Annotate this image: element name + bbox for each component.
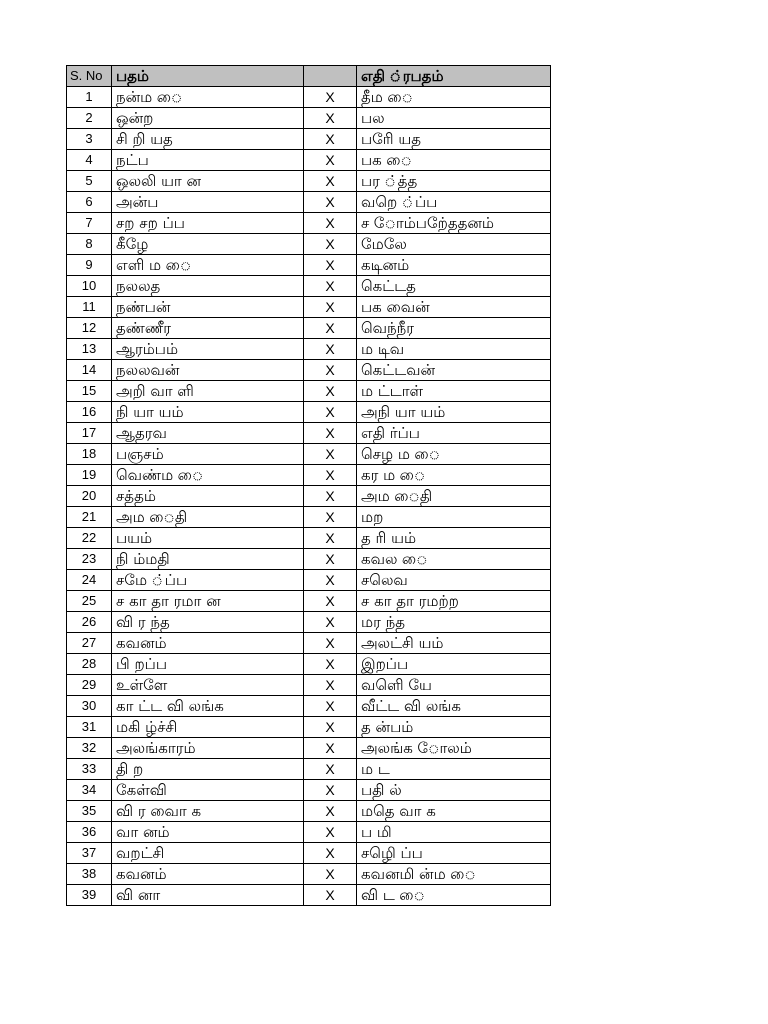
row-word: கவனம் <box>112 633 304 654</box>
row-word: அறி வா ளி <box>112 381 304 402</box>
row-x-mark: X <box>304 591 357 612</box>
row-x-mark: X <box>304 192 357 213</box>
row-word: வி ர ந்த <box>112 612 304 633</box>
row-opposite: செழ ம ை <box>357 444 551 465</box>
row-opposite: மற <box>357 507 551 528</box>
row-sno: 24 <box>67 570 112 591</box>
row-sno: 11 <box>67 297 112 318</box>
table-row <box>67 528 551 549</box>
row-opposite: அநி யா யம் <box>357 402 551 423</box>
row-sno: 25 <box>67 591 112 612</box>
row-x-mark: X <box>304 171 357 192</box>
row-word: நலலத <box>112 276 304 297</box>
table-row <box>67 381 551 402</box>
row-sno: 15 <box>67 381 112 402</box>
row-x-mark: X <box>304 612 357 633</box>
row-x-mark: X <box>304 276 357 297</box>
row-word: சமே ்ப்ப <box>112 570 304 591</box>
table-row <box>67 318 551 339</box>
table-row <box>67 486 551 507</box>
row-opposite: பக ை <box>357 150 551 171</box>
row-x-mark: X <box>304 549 357 570</box>
table-row <box>67 297 551 318</box>
table-row <box>67 843 551 864</box>
row-opposite: த ரி யம் <box>357 528 551 549</box>
row-opposite: கெட்டத <box>357 276 551 297</box>
row-sno: 18 <box>67 444 112 465</box>
row-x-mark: X <box>304 759 357 780</box>
table-row <box>67 360 551 381</box>
table-row <box>67 234 551 255</box>
table-row <box>67 780 551 801</box>
table-row <box>67 129 551 150</box>
antonym-sheet <box>66 65 551 906</box>
row-opposite: பல <box>357 108 551 129</box>
row-sno: 19 <box>67 465 112 486</box>
row-sno: 33 <box>67 759 112 780</box>
header-sno: S. No <box>67 66 112 87</box>
row-opposite: சலெவ <box>357 570 551 591</box>
row-opposite: ச கா தா ரமற்ற <box>357 591 551 612</box>
row-opposite: இறப்ப <box>357 654 551 675</box>
row-opposite: வி ட ை <box>357 885 551 906</box>
row-sno: 26 <box>67 612 112 633</box>
row-x-mark: X <box>304 738 357 759</box>
table-row <box>67 717 551 738</box>
row-x-mark: X <box>304 864 357 885</box>
row-word: தி ற <box>112 759 304 780</box>
row-x-mark: X <box>304 885 357 906</box>
row-sno: 2 <box>67 108 112 129</box>
row-sno: 12 <box>67 318 112 339</box>
row-x-mark: X <box>304 654 357 675</box>
row-word: கேள்வி <box>112 780 304 801</box>
row-word: வி ர வைா க <box>112 801 304 822</box>
row-sno: 10 <box>67 276 112 297</box>
table-row <box>67 150 551 171</box>
row-sno: 35 <box>67 801 112 822</box>
row-opposite: பக வைன் <box>357 297 551 318</box>
row-sno: 14 <box>67 360 112 381</box>
table-row <box>67 171 551 192</box>
row-sno: 23 <box>67 549 112 570</box>
row-word: வறட்சி <box>112 843 304 864</box>
header-word: பதம் <box>112 66 304 87</box>
row-sno: 3 <box>67 129 112 150</box>
row-x-mark: X <box>304 402 357 423</box>
row-word: சற சற ப்ப <box>112 213 304 234</box>
row-opposite: த ன்பம் <box>357 717 551 738</box>
row-opposite: பர ்த்த <box>357 171 551 192</box>
row-word: நட்ப <box>112 150 304 171</box>
table-row <box>67 339 551 360</box>
row-word: நன்ம ை <box>112 87 304 108</box>
row-opposite: கவல ை <box>357 549 551 570</box>
row-sno: 29 <box>67 675 112 696</box>
row-x-mark: X <box>304 717 357 738</box>
row-sno: 7 <box>67 213 112 234</box>
row-x-mark: X <box>304 780 357 801</box>
table-row <box>67 885 551 906</box>
row-word: வா னம் <box>112 822 304 843</box>
table-row <box>67 402 551 423</box>
table-body <box>67 87 551 906</box>
row-opposite: மேலே <box>357 234 551 255</box>
row-opposite: மர ந்த <box>357 612 551 633</box>
row-word: பி றப்ப <box>112 654 304 675</box>
row-opposite: ம ட்டாள் <box>357 381 551 402</box>
table-row <box>67 654 551 675</box>
row-x-mark: X <box>304 843 357 864</box>
row-x-mark: X <box>304 255 357 276</box>
row-word: ச கா தா ரமா ன <box>112 591 304 612</box>
row-sno: 39 <box>67 885 112 906</box>
row-opposite: வெந்நீர <box>357 318 551 339</box>
table-row <box>67 864 551 885</box>
row-word: நி ம்மதி <box>112 549 304 570</box>
row-x-mark: X <box>304 381 357 402</box>
row-opposite: அலங்க ோலம் <box>357 738 551 759</box>
row-x-mark: X <box>304 339 357 360</box>
header-x <box>304 66 357 87</box>
row-opposite: கர ம ை <box>357 465 551 486</box>
row-x-mark: X <box>304 507 357 528</box>
row-opposite: தீம ை <box>357 87 551 108</box>
row-word: ஆரம்பம் <box>112 339 304 360</box>
row-opposite: கடினம் <box>357 255 551 276</box>
row-x-mark: X <box>304 486 357 507</box>
table-row <box>67 255 551 276</box>
row-sno: 37 <box>67 843 112 864</box>
table-row <box>67 549 551 570</box>
row-opposite: ம ட <box>357 759 551 780</box>
row-word: ஒன்ற <box>112 108 304 129</box>
row-word: எளி ம ை <box>112 255 304 276</box>
row-x-mark: X <box>304 87 357 108</box>
table-row <box>67 591 551 612</box>
row-word: பயம் <box>112 528 304 549</box>
row-opposite: வளெி யே <box>357 675 551 696</box>
row-opposite: வறெ ்ப்ப <box>357 192 551 213</box>
table-row <box>67 738 551 759</box>
table-row <box>67 276 551 297</box>
row-word: கா ட்ட வி லங்க <box>112 696 304 717</box>
row-x-mark: X <box>304 696 357 717</box>
row-x-mark: X <box>304 465 357 486</box>
row-opposite: ப மி <box>357 822 551 843</box>
row-word: உள்ளே <box>112 675 304 696</box>
row-x-mark: X <box>304 150 357 171</box>
row-sno: 28 <box>67 654 112 675</box>
row-sno: 36 <box>67 822 112 843</box>
row-sno: 17 <box>67 423 112 444</box>
row-word: ஆதரவ <box>112 423 304 444</box>
row-x-mark: X <box>304 129 357 150</box>
row-x-mark: X <box>304 444 357 465</box>
row-word: கவனம் <box>112 864 304 885</box>
antonym-table <box>66 65 551 906</box>
table-row <box>67 465 551 486</box>
row-sno: 22 <box>67 528 112 549</box>
table-row <box>67 108 551 129</box>
row-x-mark: X <box>304 675 357 696</box>
row-word: அலங்காரம் <box>112 738 304 759</box>
table-row <box>67 192 551 213</box>
row-word: அன்ப <box>112 192 304 213</box>
row-word: நண்பன் <box>112 297 304 318</box>
row-word: அம ைதி <box>112 507 304 528</box>
row-sno: 21 <box>67 507 112 528</box>
row-sno: 32 <box>67 738 112 759</box>
table-row <box>67 633 551 654</box>
row-opposite: சழெி ப்ப <box>357 843 551 864</box>
table-row <box>67 87 551 108</box>
row-word: வி னா <box>112 885 304 906</box>
row-opposite: அலட்சி யம் <box>357 633 551 654</box>
row-sno: 34 <box>67 780 112 801</box>
row-sno: 27 <box>67 633 112 654</box>
row-opposite: மதெ வா க <box>357 801 551 822</box>
row-opposite: கவனமி ன்ம ை <box>357 864 551 885</box>
table-row <box>67 444 551 465</box>
row-sno: 13 <box>67 339 112 360</box>
row-opposite: அம ைதி <box>357 486 551 507</box>
row-x-mark: X <box>304 801 357 822</box>
row-word: கீழே <box>112 234 304 255</box>
table-row <box>67 822 551 843</box>
row-sno: 31 <box>67 717 112 738</box>
row-opposite: பரிே யத <box>357 129 551 150</box>
row-x-mark: X <box>304 297 357 318</box>
row-x-mark: X <box>304 213 357 234</box>
table-row <box>67 801 551 822</box>
row-word: வெண்ம ை <box>112 465 304 486</box>
header-row <box>67 66 551 87</box>
row-x-mark: X <box>304 318 357 339</box>
row-sno: 1 <box>67 87 112 108</box>
table-row <box>67 570 551 591</box>
row-word: தண்ணீர <box>112 318 304 339</box>
row-sno: 16 <box>67 402 112 423</box>
row-x-mark: X <box>304 822 357 843</box>
row-word: ஒலலி யா ன <box>112 171 304 192</box>
row-sno: 5 <box>67 171 112 192</box>
row-sno: 9 <box>67 255 112 276</box>
row-x-mark: X <box>304 234 357 255</box>
row-sno: 8 <box>67 234 112 255</box>
row-x-mark: X <box>304 360 357 381</box>
row-opposite: பதி ல் <box>357 780 551 801</box>
row-word: சத்தம் <box>112 486 304 507</box>
table-row <box>67 675 551 696</box>
row-x-mark: X <box>304 108 357 129</box>
row-sno: 6 <box>67 192 112 213</box>
row-opposite: எதி ர்ப்ப <box>357 423 551 444</box>
row-word: சி றி யத <box>112 129 304 150</box>
table-row <box>67 759 551 780</box>
row-opposite: வீட்ட வி லங்க <box>357 696 551 717</box>
row-word: நலலவன் <box>112 360 304 381</box>
row-x-mark: X <box>304 423 357 444</box>
row-opposite: ம டிவ <box>357 339 551 360</box>
row-x-mark: X <box>304 570 357 591</box>
row-sno: 38 <box>67 864 112 885</box>
table-row <box>67 612 551 633</box>
table-row <box>67 213 551 234</box>
row-word: மகி ழ்ச்சி <box>112 717 304 738</box>
table-row <box>67 423 551 444</box>
row-x-mark: X <box>304 528 357 549</box>
row-sno: 30 <box>67 696 112 717</box>
row-word: பஞசம் <box>112 444 304 465</box>
table-row <box>67 696 551 717</box>
row-opposite: கெட்டவன் <box>357 360 551 381</box>
row-sno: 4 <box>67 150 112 171</box>
table-row <box>67 507 551 528</box>
row-word: நி யா யம் <box>112 402 304 423</box>
row-x-mark: X <box>304 633 357 654</box>
header-opposite: எதி ்ரபதம் <box>357 66 551 87</box>
row-opposite: ச ோம்பறே்ததனம் <box>357 213 551 234</box>
row-sno: 20 <box>67 486 112 507</box>
